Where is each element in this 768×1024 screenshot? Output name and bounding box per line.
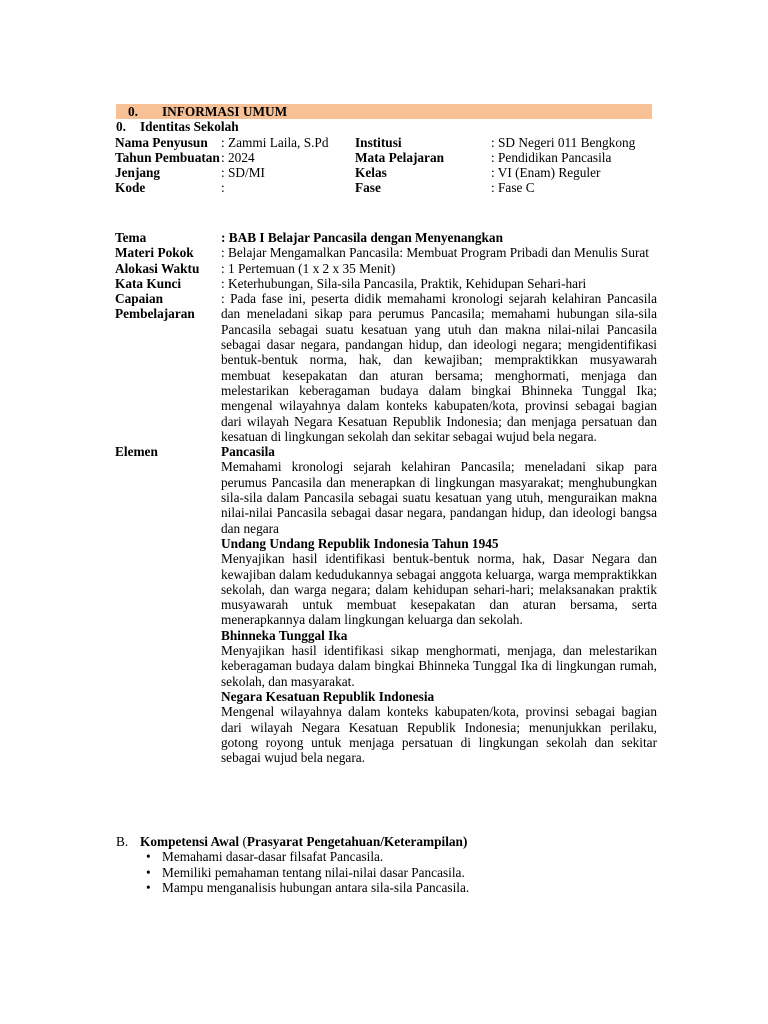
institusi-value: : SD Negeri 011 Bengkong bbox=[491, 135, 636, 150]
kata-kunci-row bbox=[115, 276, 660, 291]
section-a-number: 0. bbox=[128, 104, 138, 119]
capaian-label: Capaian Pembelajaran bbox=[115, 291, 195, 322]
nama-label: Nama Penyusun bbox=[115, 135, 208, 150]
list-item bbox=[146, 849, 661, 865]
kelas-label: Kelas bbox=[355, 165, 387, 180]
elemen-text: Menyajikan hasil identifikasi sikap menghormati, menjaga, dan melestarikan keberagaman budaya dalam bingkai Bhinneka Tunggal Ika di lingkungan rumah, sekolah, dan masyarakat. bbox=[221, 643, 657, 689]
identity-subheading-number: 0. bbox=[116, 119, 126, 134]
kode-value: : bbox=[221, 180, 225, 195]
kata-kunci-label: Kata Kunci bbox=[115, 275, 182, 291]
section-b bbox=[116, 834, 661, 895]
list-item-text: Memiliki pemahaman tentang nilai-nilai dasar Pancasila. bbox=[162, 864, 465, 880]
mapel-label: Mata Pelajaran bbox=[355, 150, 444, 165]
list-item bbox=[146, 864, 661, 880]
jenjang-value: : SD/MI bbox=[221, 165, 265, 180]
elemen-text: Mengenal wilayahnya dalam konteks kabupaten/kota, provinsi sebagai bagian dari wilayah Negara Kesatuan Republik Indonesia; menunjukkan perilaku, gotong royong untuk menjaga persatuan di lingkungan sekolah dan sekitar sebagai wujud bela negara. bbox=[221, 704, 657, 766]
bullet-icon: • bbox=[146, 879, 151, 895]
alokasi-label: Alokasi Waktu bbox=[115, 260, 200, 276]
alokasi-row bbox=[115, 261, 660, 276]
elemen-heading: Negara Kesatuan Republik Indonesia bbox=[221, 688, 435, 704]
section-a-banner bbox=[116, 104, 652, 119]
bullet-icon: • bbox=[146, 849, 151, 865]
tema-row bbox=[115, 230, 660, 245]
materi-row bbox=[115, 245, 660, 260]
elemen-heading: Undang Undang Republik Indonesia Tahun 1945 bbox=[221, 535, 499, 551]
section-b-subtitle: Prasyarat Pengetahuan/Keterampilan) bbox=[246, 834, 468, 849]
kelas-value: : VI (Enam) Reguler bbox=[491, 165, 601, 180]
fase-label: Fase bbox=[355, 180, 381, 195]
mapel-value: : Pendidikan Pancasila bbox=[491, 150, 612, 165]
alokasi-value: : 1 Pertemuan (1 x 2 x 35 Menit) bbox=[221, 260, 396, 276]
identity-table bbox=[115, 135, 660, 195]
materi-value: : Belajar Mengamalkan Pancasila: Membuat Program Pribadi dan Menulis Surat bbox=[221, 245, 649, 261]
identity-row bbox=[115, 135, 660, 150]
identity-row bbox=[115, 180, 660, 195]
bullet-icon: • bbox=[146, 864, 151, 880]
kata-kunci-value: : Keterhubungan, Sila-sila Pancasila, Praktik, Kehidupan Sehari-hari bbox=[221, 275, 587, 291]
capaian-value: : Pada fase ini, peserta didik memahami kronologi sejarah kelahiran Pancasila dan meneladani sikap para perumus Pancasila; memahami hubungan sila-sila Pancasila sebagai suatu kesatuan yang utuh dan makna nilai-nilai Pancasila sebagai dasar negara, pandangan hidup, dan ideologi negara; mengidentifikasi bentuk-bentuk norma, hak, dan kewajiban; mempraktikkan musyawarah membuat kesepakatan dan aturan bersama; menghormati, menjaga dan melestarikan keberagaman budaya dalam bingkai Bhinneka Tunggal Ika; mengenal wilayahnya dalam konteks kabupaten/kota, provinsi sebagai bagian dari wilayah Negara Kesatuan Republik Indonesia; dan menjaga persatuan dan kesatuan di lingkungan sekolah dan sekitar sebagai wujud bela negara. bbox=[221, 291, 657, 444]
section-b-letter: B. bbox=[116, 834, 129, 849]
tahun-value: : 2024 bbox=[221, 150, 255, 165]
identity-subheading bbox=[116, 119, 239, 134]
nama-value: : Zammi Laila, S.Pd bbox=[221, 135, 329, 150]
elemen-label: Elemen bbox=[115, 444, 158, 460]
section-b-paren: ( bbox=[239, 834, 247, 849]
tema-label: Tema bbox=[115, 230, 147, 245]
elemen-text: Menyajikan hasil identifikasi bentuk-bentuk norma, hak, Dasar Negara dan kewajiban dalam kedudukannya sebagai anggota keluarga, warga mempraktikkan sekolah, dan warga negara; dalam kehidupan sehari-hari; melaksanakan praktik musyawarah untuk membuat kesepakatan dan aturan bersama, serta menerapkannya dalam lingkungan keluarga dan sekolah. bbox=[221, 551, 657, 628]
capaian-row bbox=[115, 291, 660, 444]
elemen-heading: Bhinneka Tunggal Ika bbox=[221, 627, 348, 643]
identity-row bbox=[115, 150, 660, 165]
list-item-text: Memahami dasar-dasar filsafat Pancasila. bbox=[162, 849, 384, 865]
institusi-label: Institusi bbox=[355, 135, 402, 150]
identity-subheading-title: Identitas Sekolah bbox=[140, 119, 239, 134]
competency-list bbox=[116, 849, 661, 895]
section-b-heading bbox=[116, 834, 661, 849]
tema-value: : BAB I Belajar Pancasila dengan Menyenangkan bbox=[221, 230, 503, 245]
materi-label: Materi Pokok bbox=[115, 245, 194, 261]
elemen-list bbox=[221, 444, 657, 765]
elemen-heading: Pancasila bbox=[221, 444, 275, 460]
section-a-title: INFORMASI UMUM bbox=[162, 104, 288, 119]
list-item bbox=[146, 879, 661, 895]
elemen-row bbox=[115, 444, 660, 765]
identity-row bbox=[115, 165, 660, 180]
kode-label: Kode bbox=[115, 180, 146, 195]
fase-value: : Fase C bbox=[491, 180, 535, 195]
elemen-text: Memahami kronologi sejarah kelahiran Pancasila; meneladani sikap para perumus Pancasila dan menerapkan di lingkungan masyarakat; menghubungkan sila-sila dalam Pancasila sebagai suatu kesatuan yang utuh, menguraikan makna nilai-nilai Pancasila sebagai dasar negara, pandangan hidup, dan ideologi bangsa dan negara bbox=[221, 459, 657, 536]
tahun-label: Tahun Pembuatan bbox=[115, 150, 220, 165]
details-table bbox=[115, 230, 660, 765]
list-item-text: Mampu menganalisis hubungan antara sila-sila Pancasila. bbox=[162, 879, 470, 895]
section-b-title: Kompetensi Awal bbox=[140, 834, 240, 849]
jenjang-label: Jenjang bbox=[115, 165, 161, 180]
